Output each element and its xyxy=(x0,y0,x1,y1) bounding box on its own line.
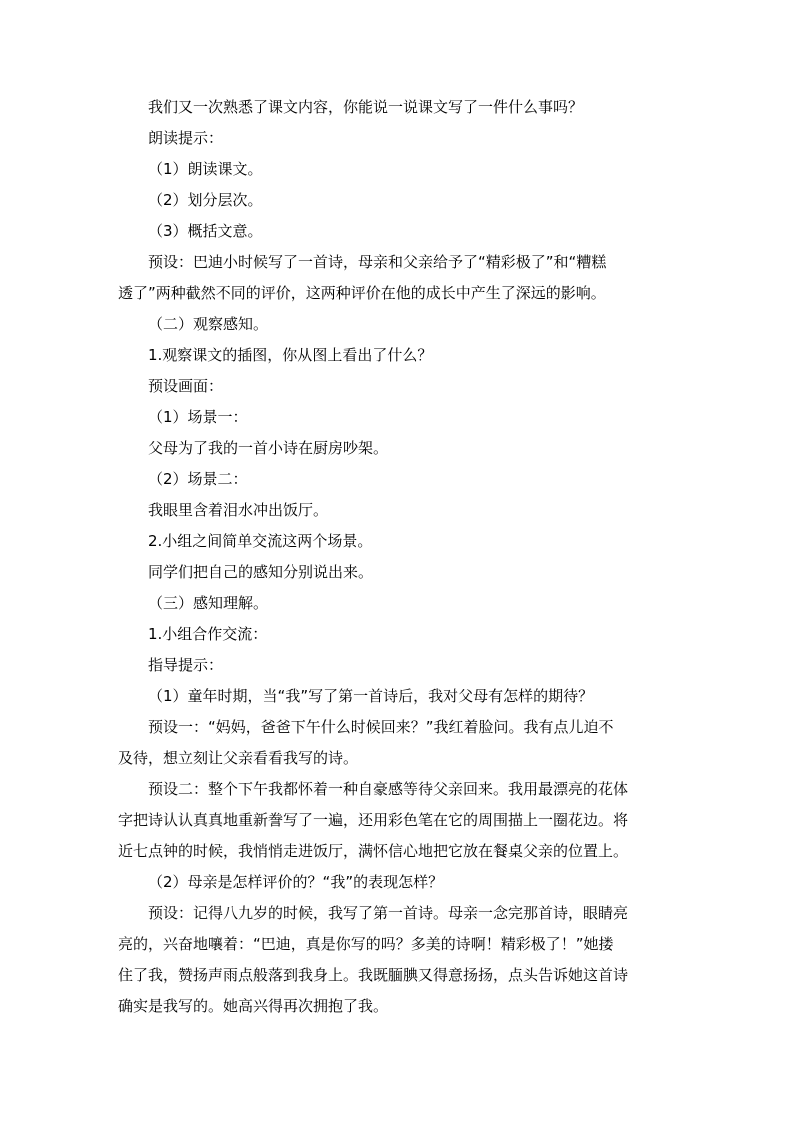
paragraph-line: 父母为了我的一首小诗在厨房吵架。 xyxy=(148,439,389,457)
paragraph-line: （1）朗读课文。 xyxy=(148,160,263,178)
paragraph-line: 朗读提示： xyxy=(148,129,224,147)
paragraph-line: 预设一：“妈妈，爸爸下午什么时候回来？”我红着脸问。我有点儿迫不 xyxy=(148,718,614,736)
paragraph-line: 2.小组之间简单交流这两个场景。 xyxy=(148,532,373,550)
paragraph-line: 我们又一次熟悉了课文内容，你能说一说课文写了一件什么事吗？ xyxy=(148,98,584,116)
paragraph-line: （2）场景二： xyxy=(148,470,248,488)
paragraph-line: （3）概括文意。 xyxy=(148,222,263,240)
paragraph-line: 亮的，兴奋地嚷着：“巴迪，真是你写的吗？多美的诗啊！精彩极了！”她搂 xyxy=(118,935,614,953)
paragraph-line: 1.观察课文的插图，你从图上看出了什么？ xyxy=(148,346,433,364)
paragraph-line: 1.小组合作交流： xyxy=(148,625,268,643)
paragraph-line: 确实是我写的。她高兴得再次拥抱了我。 xyxy=(118,997,389,1015)
document-body xyxy=(118,92,678,1022)
paragraph-line: 近七点钟的时候，我悄悄走进饭厅，满怀信心地把它放在餐桌父亲的位置上。 xyxy=(118,842,629,860)
paragraph-line: 字把诗认认真真地重新誊写了一遍，还用彩色笔在它的周围描上一圈花边。将 xyxy=(118,811,629,829)
paragraph-line: 预设二：整个下午我都怀着一种自豪感等待父亲回来。我用最漂亮的花体 xyxy=(148,780,629,798)
section-heading: （二）观察感知。 xyxy=(148,315,269,333)
paragraph-line: 预设：记得八九岁的时候，我写了第一首诗。母亲一念完那首诗，眼睛亮 xyxy=(148,904,629,922)
paragraph-line: 预设：巴迪小时候写了一首诗，母亲和父亲给予了“精彩极了”和“糟糕 xyxy=(148,253,607,271)
paragraph-line: 及待，想立刻让父亲看看我写的诗。 xyxy=(118,749,359,767)
paragraph-line: 透了”两种截然不同的评价，这两种评价在他的成长中产生了深远的影响。 xyxy=(118,284,606,302)
paragraph-line: （1）场景一： xyxy=(148,408,248,426)
section-heading: （三）感知理解。 xyxy=(148,594,269,612)
paragraph-line: （1）童年时期，当“我”写了第一首诗后，我对父母有怎样的期待？ xyxy=(148,687,594,705)
paragraph-line: （2）母亲是怎样评价的？“我”的表现怎样？ xyxy=(148,873,444,891)
paragraph-line: （2）划分层次。 xyxy=(148,191,263,209)
paragraph-line: 指导提示： xyxy=(148,656,224,674)
paragraph-line: 我眼里含着泪水冲出饭厅。 xyxy=(148,501,329,519)
paragraph-line: 预设画面： xyxy=(148,377,224,395)
paragraph-line: 同学们把自己的感知分别说出来。 xyxy=(148,563,374,581)
paragraph-line: 住了我，赞扬声雨点般落到我身上。我既腼腆又得意扬扬，点头告诉她这首诗 xyxy=(118,966,629,984)
